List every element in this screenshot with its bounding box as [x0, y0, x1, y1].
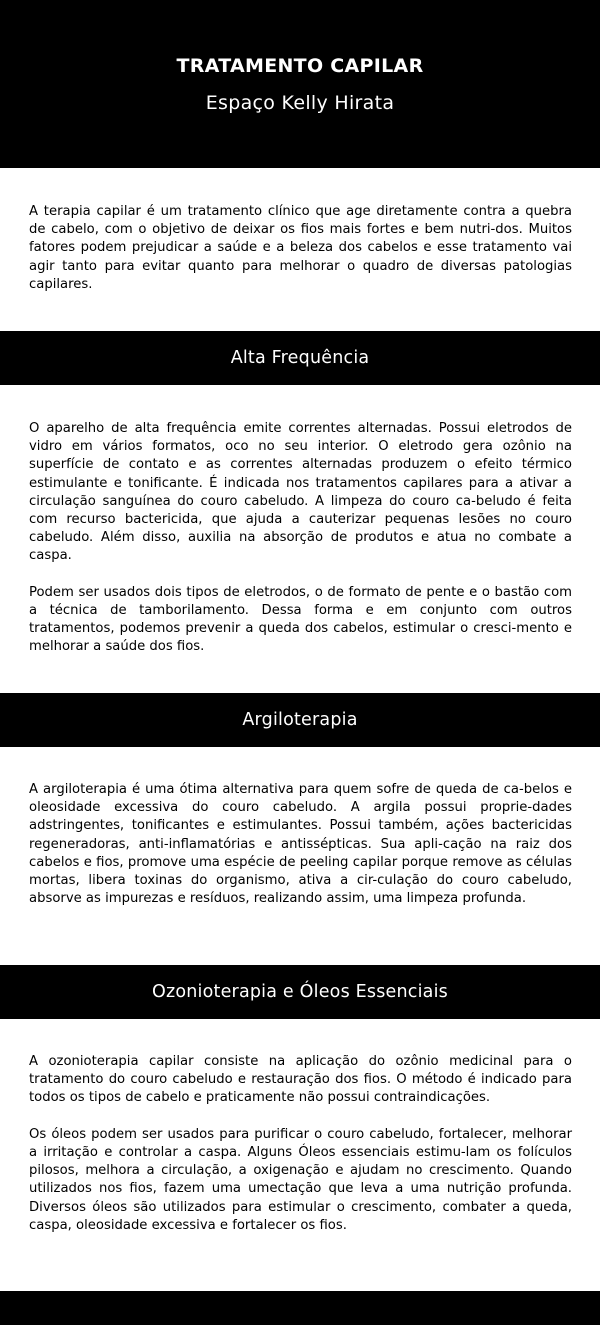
section-text-argiloterapia [29, 781, 572, 908]
footer-band [0, 1291, 600, 1325]
section-paragraph: A argiloterapia é uma ótima alternativa para quem sofre de queda de ca-belos e oleosidade excessiva do couro cabeludo. A argila possui proprie-dades adstringentes, tonificantes e estimulantes. Possui também, ações bactericidas regeneradoras, anti-inflamatórias e antissépticas. Sua apli-cação na raiz dos cabelos e fios, promove uma espécie de peeling capilar porque remove as células mortas, libera toxinas do organismo, ativa a cir-culação do couro cabeludo, absorve as impurezas e resíduos, realizando assim, uma limpeza profunda. [29, 782, 572, 907]
page-title: TRATAMENTO CAPILAR [176, 55, 424, 77]
section-paragraph: Os óleos podem ser usados para purificar o couro cabeludo, fortalecer, melhorar a irritação e controlar a caspa. Alguns Óleos essenciais estimu-lam os folículos pilosos, melhora a circulação, a oxigenação e ajudam no crescimento. Quando utilizados nos fios, fazem uma umectação que leva a uma nutrição profunda. Diversos óleos são utilizados para estimular o crescimento, combater a queda, caspa, oleosidade excessiva e fortalecer os fios. [29, 1126, 572, 1233]
section-paragraph: O aparelho de alta frequência emite correntes alternadas. Possui eletrodos de vidro em vários formatos, oco no seu interior. O eletrodo gera ozônio na superfície de contato e as correntes alternadas produzem o efeito térmico estimulante e tonificante. É indicada nos tratamentos capilares para a ativar a circulação sanguínea do couro cabeludo. A limpeza do couro ca-beludo é feita com recurso bactericida, que ajuda a cauterizar pequenas lesões no couro cabeludo. Além disso, auxilia na absorção de produtos e atua no combate a caspa. [29, 421, 572, 564]
section-text-alta-frequencia [29, 420, 572, 657]
section-text-ozonioterapia [29, 1053, 572, 1235]
section-heading-argiloterapia [0, 693, 600, 747]
intro-paragraph: A terapia capilar é um tratamento clínico que age diretamente contra a quebra de cabelo, com o objetivo de deixar os fios mais fortes e bem nutri-dos. Muitos fatores podem prejudicar a saúde e a beleza dos cabelos e esse tratamento vai agir tanto para evitar quanto para melhorar o quadro de diversas patologias capilares. [29, 204, 572, 292]
page-subtitle: Espaço Kelly Hirata [205, 92, 395, 114]
intro-text [29, 203, 572, 294]
section-heading-label: Argiloterapia [242, 710, 358, 730]
section-heading-label: Ozonioterapia e Óleos Essenciais [152, 982, 448, 1002]
section-heading-ozonioterapia [0, 965, 600, 1019]
section-heading-alta-frequencia [0, 331, 600, 385]
page-header [0, 0, 600, 168]
section-paragraph: Podem ser usados dois tipos de eletrodos, o de formato de pente e o bastão com a técnica de tamborilamento. Dessa forma e em conjunto com outros tratamentos, podemos prevenir a queda dos cabelos, estimular o cresci-mento e melhorar a saúde dos fios. [29, 584, 572, 655]
section-paragraph: A ozonioterapia capilar consiste na aplicação do ozônio medicinal para o tratamento do couro cabeludo e restauração dos fios. O método é indicado para todos os tipos de cabelo e praticamente não possui contraindicações. [29, 1054, 572, 1106]
section-heading-label: Alta Frequência [230, 348, 370, 368]
